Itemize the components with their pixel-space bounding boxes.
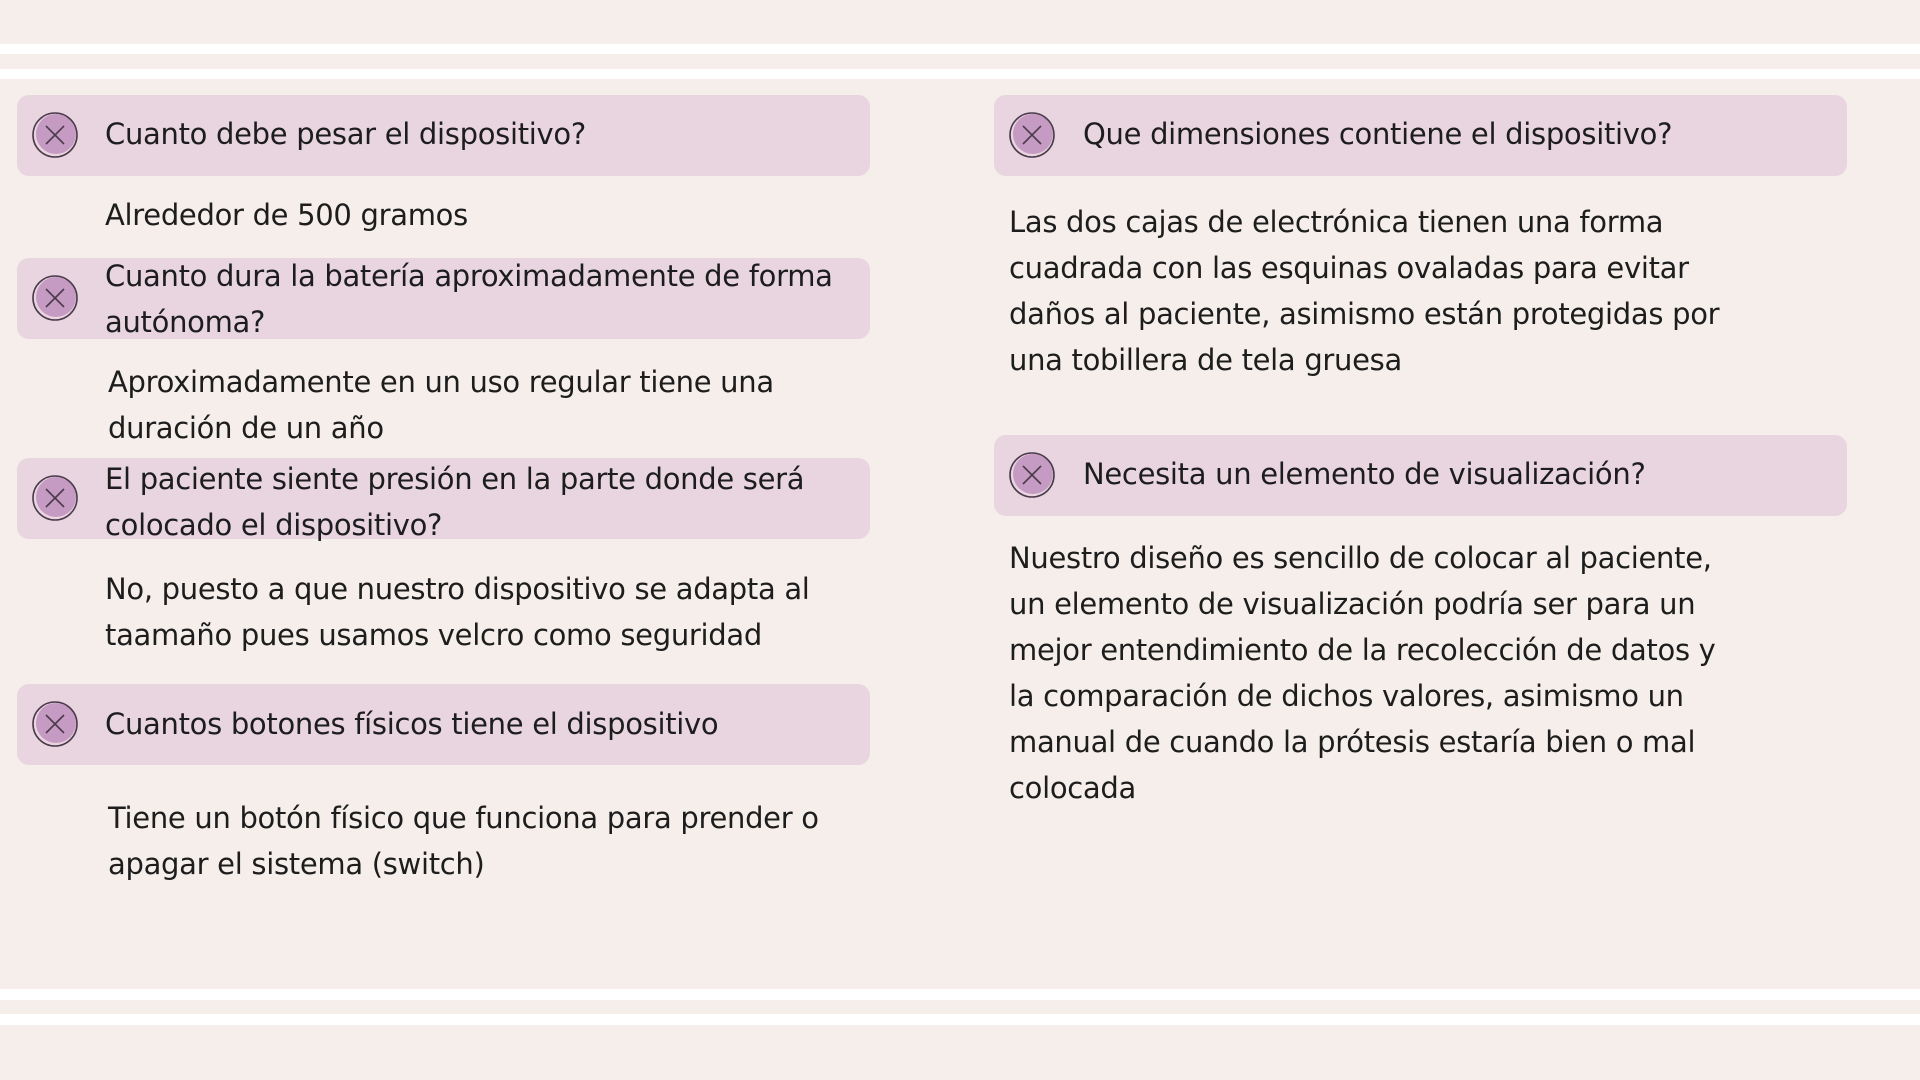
answer-weight: Alrededor de 500 gramos bbox=[105, 198, 468, 232]
question-battery-line-2: autónoma? bbox=[105, 305, 266, 339]
bottom-stripe-2 bbox=[0, 1014, 1920, 1025]
answer-display-line-6: colocada bbox=[1009, 771, 1136, 805]
answer-dimensions-line-1: Las dos cajas de electrónica tienen una forma bbox=[1009, 205, 1664, 239]
question-pressure-line-2: colocado el dispositivo? bbox=[105, 508, 443, 542]
answer-display-line-1: Nuestro diseño es sencillo de colocar al paciente, bbox=[1009, 541, 1712, 575]
answer-display-line-4: la comparación de dichos valores, asimismo un bbox=[1009, 679, 1684, 713]
question-dimensions: Que dimensiones contiene el dispositivo? bbox=[1083, 117, 1673, 151]
question-buttons: Cuantos botones físicos tiene el dispositivo bbox=[105, 707, 719, 741]
question-display: Necesita un elemento de visualización? bbox=[1083, 457, 1646, 491]
top-stripe-1 bbox=[0, 44, 1920, 54]
answer-pressure-line-2: taamaño pues usamos velcro como seguridad bbox=[105, 618, 762, 652]
answer-pressure-line-1: No, puesto a que nuestro dispositivo se adapta al bbox=[105, 572, 810, 606]
close-circle-icon bbox=[1008, 111, 1056, 159]
top-stripe-2 bbox=[0, 69, 1920, 79]
close-circle-icon bbox=[31, 111, 79, 159]
answer-dimensions-line-4: una tobillera de tela gruesa bbox=[1009, 343, 1402, 377]
close-circle-icon bbox=[1008, 451, 1056, 499]
answer-buttons-line-1: Tiene un botón físico que funciona para prender o bbox=[108, 801, 819, 835]
close-circle-icon bbox=[31, 474, 79, 522]
answer-display-line-5: manual de cuando la prótesis estaría bien o mal bbox=[1009, 725, 1696, 759]
bottom-stripe-1 bbox=[0, 989, 1920, 1000]
question-weight: Cuanto debe pesar el dispositivo? bbox=[105, 117, 586, 151]
answer-battery-line-2: duración de un año bbox=[108, 411, 384, 445]
answer-battery-line-1: Aproximadamente en un uso regular tiene una bbox=[108, 365, 774, 399]
answer-display-line-2: un elemento de visualización podría ser para un bbox=[1009, 587, 1696, 621]
answer-display-line-3: mejor entendimiento de la recolección de datos y bbox=[1009, 633, 1716, 667]
answer-dimensions-line-3: daños al paciente, asimismo están protegidas por bbox=[1009, 297, 1720, 331]
answer-buttons-line-2: apagar el sistema (switch) bbox=[108, 847, 485, 881]
question-pressure-line-1: El paciente siente presión en la parte donde será bbox=[105, 462, 805, 496]
question-battery-line-1: Cuanto dura la batería aproximadamente de forma bbox=[105, 259, 833, 293]
close-circle-icon bbox=[31, 274, 79, 322]
answer-dimensions-line-2: cuadrada con las esquinas ovaladas para evitar bbox=[1009, 251, 1689, 285]
close-circle-icon bbox=[31, 700, 79, 748]
